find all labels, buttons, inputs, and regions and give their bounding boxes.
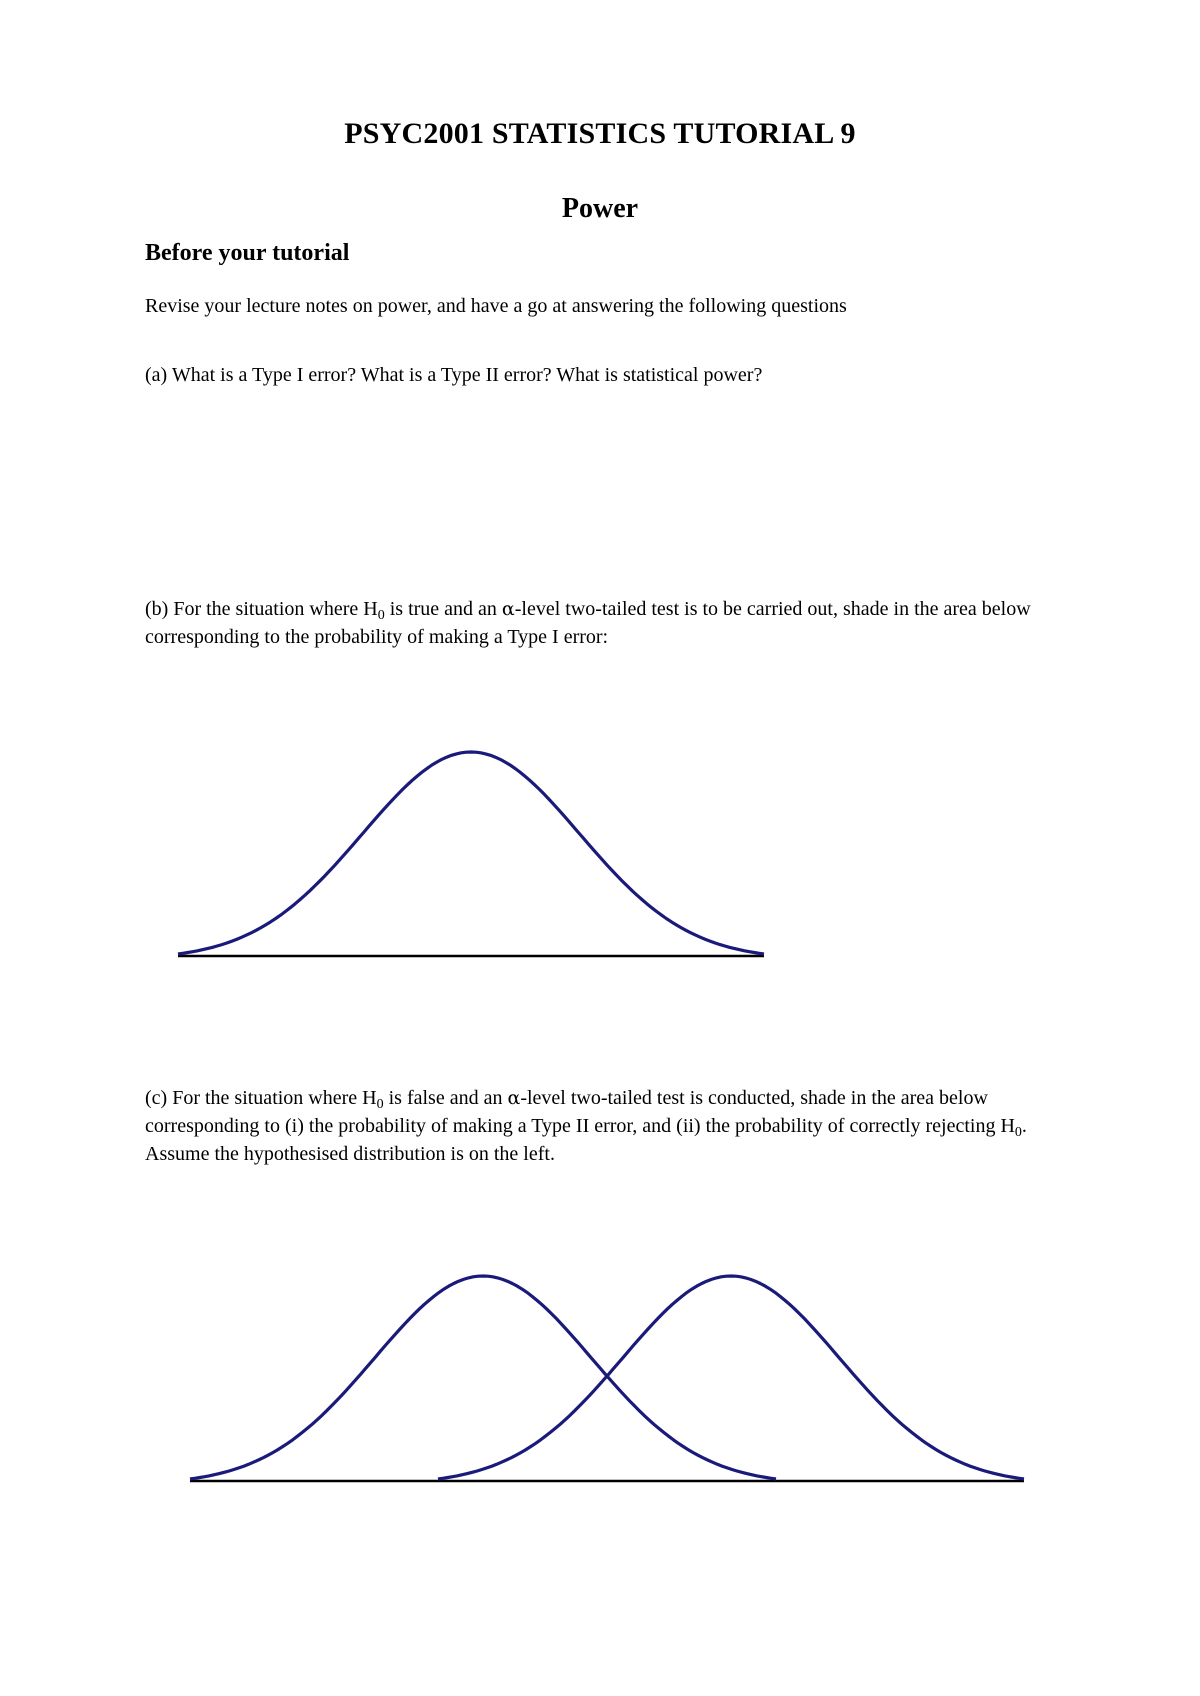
alpha-symbol: α [507, 1087, 521, 1109]
question-b-subscript: 0 [377, 608, 385, 623]
question-c-subscript-2: 0 [1014, 1125, 1022, 1140]
question-b-rest: -level two-tailed test is to be carried out, shade in the area below corresponding to the probability of making a Type I error: [145, 598, 1031, 648]
question-c-tail: . Assume the hypothesised distribution is on the left. [145, 1115, 1027, 1165]
diagram-c-left-curve [190, 1276, 776, 1479]
page-title: PSYC2001 STATISTICS TUTORIAL 9 [344, 117, 856, 150]
question-c [145, 1084, 1075, 1168]
question-a: (a) What is a Type I error? What is a Type II error? What is statistical power? [145, 364, 763, 386]
question-c-mid: is false and an [383, 1087, 508, 1109]
diagram-b-curve [178, 752, 764, 954]
question-b [145, 595, 1075, 651]
question-c-subscript-1: 0 [376, 1097, 384, 1112]
question-c-lead: (c) For the situation where H [145, 1087, 377, 1109]
diagram-c-right-curve [438, 1276, 1024, 1479]
intro-paragraph: Revise your lecture notes on power, and have a go at answering the following questions [145, 295, 847, 317]
two-distribution-diagram [0, 1262, 1200, 1492]
question-b-lead: (b) For the situation where H [145, 598, 378, 620]
page-subtitle: Power [561, 193, 639, 224]
question-c-rest: -level two-tailed test is conducted, shade in the area below corresponding to (i) the probability of making a Type II error, and (ii) the probability of correctly rejecting H [145, 1087, 1015, 1137]
section-heading: Before your tutorial [145, 240, 350, 266]
alpha-symbol: α [501, 598, 515, 620]
null-distribution-diagram [0, 735, 1200, 965]
question-b-mid: is true and an [384, 598, 502, 620]
